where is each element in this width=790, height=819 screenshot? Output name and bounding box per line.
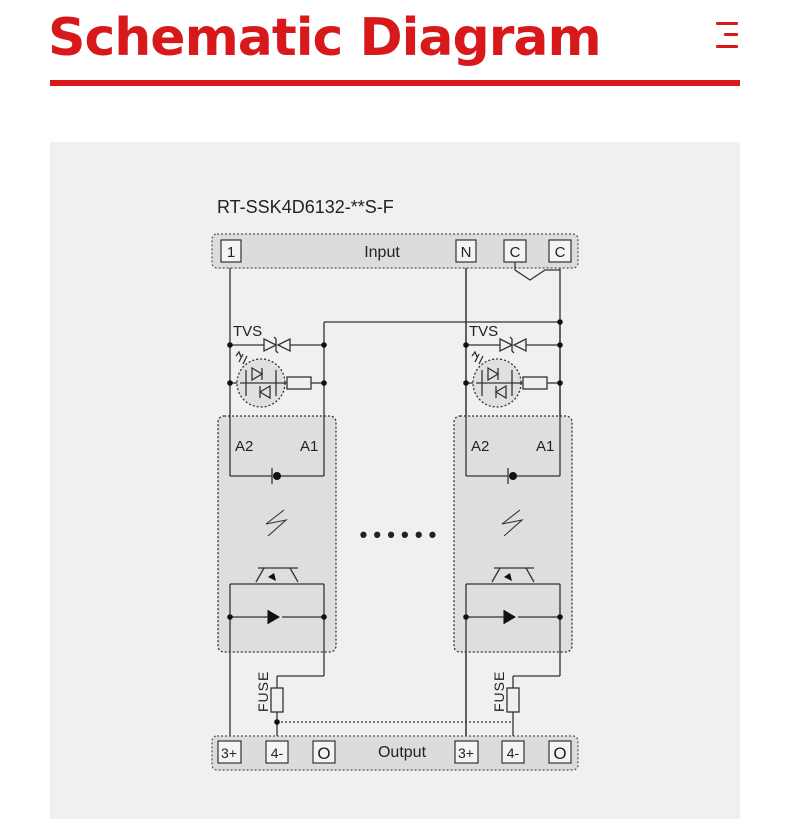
output-terminal-o-1: O	[317, 744, 331, 763]
a2-label-2: A2	[471, 438, 490, 455]
output-terminal-4minus-1: 4-	[270, 745, 284, 761]
a1-label-1: A1	[300, 438, 319, 455]
fuse-label-1: FUSE	[255, 670, 271, 712]
fuse-label-2: FUSE	[491, 670, 507, 712]
page-title: Schematic Diagram	[48, 8, 601, 68]
output-terminal-o-2: O	[553, 744, 567, 763]
tvs-label-2: TVS	[469, 323, 499, 340]
input-terminal-c2: C	[554, 244, 566, 261]
output-terminal-4minus-2: 4-	[506, 745, 520, 761]
a2-label-1: A2	[235, 438, 254, 455]
model-number: RT-SSK4D6132-**S-F	[217, 197, 394, 217]
a1-label-2: A1	[536, 438, 555, 455]
input-terminal-n: N	[460, 244, 472, 261]
output-label: Output	[377, 744, 427, 761]
input-terminal-1: 1	[226, 244, 236, 261]
channel-ellipsis: • • • • • •	[359, 522, 437, 547]
input-label: Input	[364, 244, 400, 261]
output-terminal-3plus-1: 3+	[221, 745, 237, 761]
output-terminal-3plus-2: 3+	[458, 745, 474, 761]
input-terminal-c1: C	[509, 244, 521, 261]
tvs-label-1: TVS	[233, 323, 263, 340]
